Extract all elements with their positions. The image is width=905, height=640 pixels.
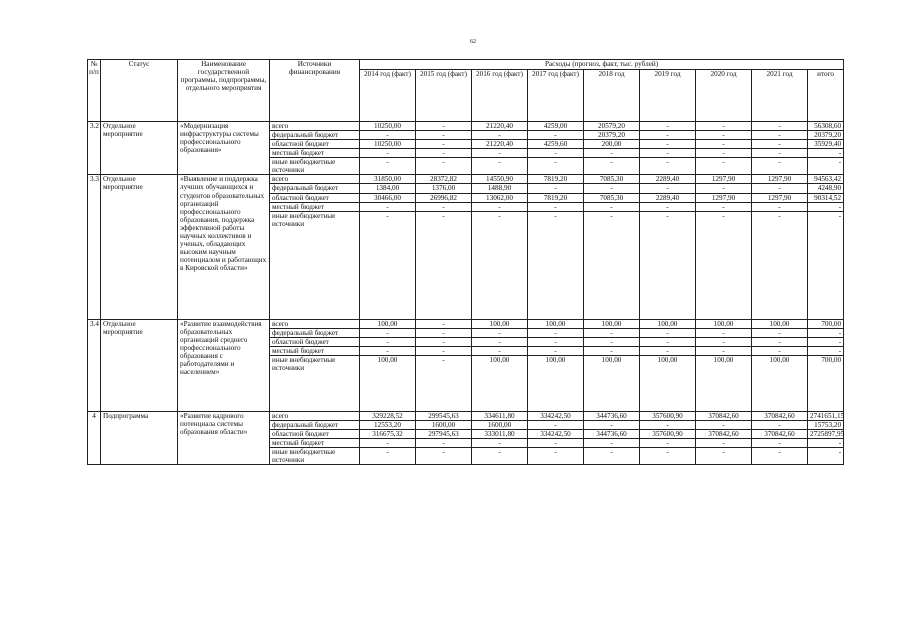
row-source: всего [270, 175, 360, 184]
row-num: 3.3 [88, 175, 101, 319]
row-value: - [360, 346, 416, 355]
row-value: - [416, 439, 472, 448]
row-value: - [696, 202, 752, 211]
row-value: - [808, 328, 844, 337]
row-value: - [696, 140, 752, 149]
row-value: 334242,50 [528, 430, 584, 439]
row-value: 20379,20 [584, 131, 640, 140]
row-value: - [416, 202, 472, 211]
row-value: - [752, 337, 808, 346]
row-value: - [360, 149, 416, 158]
row-value: - [584, 439, 640, 448]
row-value: - [752, 140, 808, 149]
row-value: - [416, 131, 472, 140]
row-value: - [360, 439, 416, 448]
row-value: - [752, 448, 808, 465]
row-value: - [472, 149, 528, 158]
row-value: - [584, 337, 640, 346]
header-year: 2021 год [752, 70, 808, 122]
expenses-table [87, 59, 844, 465]
row-value: - [360, 202, 416, 211]
header-sources: Источники финансирования [270, 60, 360, 122]
row-value: - [696, 448, 752, 465]
row-value: - [640, 122, 696, 131]
row-value: 30466,00 [360, 193, 416, 202]
row-value: - [584, 448, 640, 465]
row-num: 3.2 [88, 122, 101, 175]
row-name: «Выявление и поддержка лучших обучающихся и студентов образовательных организаций профессионального образования, поддержка эффективной работы научных коллективов и ученых, обладающих высоким научным потенциалом и работающих в Кировской области» [178, 175, 270, 319]
row-value: 2289,40 [640, 193, 696, 202]
row-value: - [640, 439, 696, 448]
row-value: 370842,60 [696, 411, 752, 420]
row-value: - [472, 211, 528, 319]
row-source: федеральный бюджет [270, 420, 360, 429]
row-name: «Модернизация инфраструктуры системы профессионального образования» [178, 122, 270, 175]
row-value: 20579,20 [584, 122, 640, 131]
row-value: - [584, 158, 640, 175]
row-value: - [416, 319, 472, 328]
row-value: - [808, 149, 844, 158]
row-value: - [528, 211, 584, 319]
row-value: - [808, 337, 844, 346]
row-value: 200,00 [584, 140, 640, 149]
row-value: - [752, 328, 808, 337]
row-value: - [528, 337, 584, 346]
row-value: 94563,42 [808, 175, 844, 184]
header-year: 2015 год (факт) [416, 70, 472, 122]
row-value: 1600,00 [416, 420, 472, 429]
row-value: - [528, 202, 584, 211]
row-value: 329228,52 [360, 411, 416, 420]
row-source: федеральный бюджет [270, 184, 360, 193]
row-value: 333011,80 [472, 430, 528, 439]
row-value: 370842,60 [752, 411, 808, 420]
row-value: - [640, 149, 696, 158]
row-value: 4248,90 [808, 184, 844, 193]
row-value: - [696, 346, 752, 355]
row-value: - [640, 211, 696, 319]
row-value: - [640, 202, 696, 211]
row-status: Отдельное мероприятие [101, 319, 178, 411]
row-status: Подпрограмма [101, 411, 178, 464]
row-source: областной бюджет [270, 140, 360, 149]
row-value: - [416, 337, 472, 346]
header-name: Наименование государственной программы, подпрограммы, отдельного мероприятия [178, 60, 270, 122]
row-value: 21220,40 [472, 122, 528, 131]
row-value: 299545,63 [416, 411, 472, 420]
row-value: - [416, 346, 472, 355]
row-value: 56308,60 [808, 122, 844, 131]
row-value: - [752, 202, 808, 211]
row-value: 1297,90 [696, 193, 752, 202]
row-value: 700,00 [808, 319, 844, 328]
row-value: - [416, 355, 472, 411]
row-source: федеральный бюджет [270, 131, 360, 140]
row-value: - [472, 346, 528, 355]
table-row [88, 175, 844, 184]
row-value: 15753,20 [808, 420, 844, 429]
row-value: 100,00 [472, 355, 528, 411]
row-value: - [528, 439, 584, 448]
row-value: - [696, 328, 752, 337]
row-value: - [808, 211, 844, 319]
row-value: - [416, 211, 472, 319]
row-value: 100,00 [472, 319, 528, 328]
row-value: 26996,82 [416, 193, 472, 202]
row-value: - [472, 448, 528, 465]
row-value: 100,00 [360, 319, 416, 328]
row-value: - [808, 158, 844, 175]
row-source: федеральный бюджет [270, 328, 360, 337]
row-num: 4 [88, 411, 101, 464]
row-value: - [640, 131, 696, 140]
row-value: - [752, 184, 808, 193]
row-value: 100,00 [360, 355, 416, 411]
row-value: - [416, 158, 472, 175]
row-value: 297945,63 [416, 430, 472, 439]
header-expenses: Расходы (прогноз, факт, тыс. рублей) [360, 60, 844, 70]
row-status: Отдельное мероприятие [101, 175, 178, 319]
row-value: 31850,00 [360, 175, 416, 184]
row-value: - [472, 439, 528, 448]
row-value: - [472, 202, 528, 211]
row-value: - [472, 131, 528, 140]
table-row [88, 319, 844, 328]
row-value: - [640, 346, 696, 355]
row-value: 20379,20 [808, 131, 844, 140]
row-value: - [360, 211, 416, 319]
row-value: 1488,90 [472, 184, 528, 193]
row-value: - [360, 328, 416, 337]
row-value: 357600,90 [640, 430, 696, 439]
row-value: 334242,50 [528, 411, 584, 420]
row-value: - [752, 420, 808, 429]
row-value: - [752, 122, 808, 131]
row-status: Отдельное мероприятие [101, 122, 178, 175]
row-source: всего [270, 319, 360, 328]
row-value: 100,00 [584, 355, 640, 411]
row-value: - [696, 337, 752, 346]
row-value: - [584, 202, 640, 211]
row-value: 357600,90 [640, 411, 696, 420]
row-source: иные внебюджетные источники [270, 355, 360, 411]
row-value: 370842,60 [696, 430, 752, 439]
row-value: - [416, 122, 472, 131]
row-value: 7085,30 [584, 175, 640, 184]
row-value: - [360, 158, 416, 175]
row-value: 100,00 [640, 355, 696, 411]
row-value: 1384,00 [360, 184, 416, 193]
row-value: - [640, 337, 696, 346]
row-value: - [640, 184, 696, 193]
row-value: - [696, 184, 752, 193]
row-value: - [696, 439, 752, 448]
row-value: 100,00 [528, 319, 584, 328]
header-year: 2016 год (факт) [472, 70, 528, 122]
page-number: 62 [470, 39, 476, 45]
row-value: - [808, 448, 844, 465]
row-value: - [416, 140, 472, 149]
row-value: - [360, 337, 416, 346]
table-row [88, 122, 844, 131]
row-value: 344736,60 [584, 430, 640, 439]
row-value: - [528, 448, 584, 465]
row-value: 28372,82 [416, 175, 472, 184]
row-value: 13062,00 [472, 193, 528, 202]
row-value: - [360, 131, 416, 140]
row-value: 1297,90 [752, 193, 808, 202]
row-value: 21220,40 [472, 140, 528, 149]
row-value: 1297,90 [752, 175, 808, 184]
row-value: - [528, 158, 584, 175]
row-value: 2289,40 [640, 175, 696, 184]
row-value: - [360, 448, 416, 465]
row-value: - [640, 328, 696, 337]
row-source: всего [270, 411, 360, 420]
row-value: - [696, 131, 752, 140]
row-value: - [416, 448, 472, 465]
row-value: - [808, 346, 844, 355]
row-num: 3.4 [88, 319, 101, 411]
row-value: - [696, 149, 752, 158]
row-value: 35929,40 [808, 140, 844, 149]
row-value: - [584, 420, 640, 429]
row-source: иные внебюджетные источники [270, 448, 360, 465]
row-value: 1297,90 [696, 175, 752, 184]
row-value: 10250,00 [360, 122, 416, 131]
header-year: 2019 год [640, 70, 696, 122]
row-value: 100,00 [752, 319, 808, 328]
row-source: всего [270, 122, 360, 131]
row-value: - [528, 131, 584, 140]
row-value: - [640, 140, 696, 149]
row-value: - [752, 211, 808, 319]
row-value: - [696, 211, 752, 319]
row-value: - [696, 122, 752, 131]
row-source: местный бюджет [270, 149, 360, 158]
row-value: - [752, 158, 808, 175]
row-value: - [584, 184, 640, 193]
row-value: - [528, 184, 584, 193]
row-value: - [584, 328, 640, 337]
row-value: - [640, 420, 696, 429]
row-value: - [640, 158, 696, 175]
row-value: 1376,00 [416, 184, 472, 193]
row-value: 7819,20 [528, 175, 584, 184]
row-value: 334611,80 [472, 411, 528, 420]
row-value: - [752, 131, 808, 140]
row-value: - [528, 328, 584, 337]
row-value: 100,00 [584, 319, 640, 328]
row-value: - [472, 337, 528, 346]
row-value: - [808, 439, 844, 448]
header-status: Статус [101, 60, 178, 122]
row-value: - [472, 158, 528, 175]
row-value: 370842,60 [752, 430, 808, 439]
header-year: 2017 год (факт) [528, 70, 584, 122]
row-value: 316675,32 [360, 430, 416, 439]
row-value: - [528, 346, 584, 355]
row-value: 4259,60 [528, 140, 584, 149]
row-value: 100,00 [696, 355, 752, 411]
row-value: - [696, 420, 752, 429]
row-value: - [472, 328, 528, 337]
row-value: 100,00 [528, 355, 584, 411]
row-source: иные внебюджетные источники [270, 158, 360, 175]
row-value: 700,00 [808, 355, 844, 411]
row-source: областной бюджет [270, 430, 360, 439]
row-value: - [584, 346, 640, 355]
row-value: - [752, 346, 808, 355]
row-value: - [584, 149, 640, 158]
header-year: 2020 год [696, 70, 752, 122]
row-value: 2725897,95 [808, 430, 844, 439]
row-value: - [696, 158, 752, 175]
row-name: «Развитие кадрового потенциала системы образования области» [178, 411, 270, 464]
row-value: - [752, 149, 808, 158]
row-value: - [416, 149, 472, 158]
row-value: 100,00 [696, 319, 752, 328]
row-source: иные внебюджетные источники [270, 211, 360, 319]
row-value: - [416, 328, 472, 337]
header-year: 2014 год (факт) [360, 70, 416, 122]
row-value: - [584, 211, 640, 319]
row-value: 2741651,15 [808, 411, 844, 420]
header-num: № п/п [88, 60, 101, 122]
row-value: 344736,60 [584, 411, 640, 420]
row-value: - [640, 448, 696, 465]
row-value: 10250,00 [360, 140, 416, 149]
row-source: местный бюджет [270, 346, 360, 355]
row-source: местный бюджет [270, 439, 360, 448]
row-source: областной бюджет [270, 337, 360, 346]
row-value: 100,00 [640, 319, 696, 328]
row-value: 4259,00 [528, 122, 584, 131]
row-value: 1600,00 [472, 420, 528, 429]
row-source: местный бюджет [270, 202, 360, 211]
row-value: 7085,30 [584, 193, 640, 202]
row-value: 90314,52 [808, 193, 844, 202]
header-year: итого [808, 70, 844, 122]
header-year: 2018 год [584, 70, 640, 122]
row-value: 12553,20 [360, 420, 416, 429]
row-value: - [752, 439, 808, 448]
row-value: 14550,90 [472, 175, 528, 184]
row-value: 7819,20 [528, 193, 584, 202]
row-value: - [808, 202, 844, 211]
row-value: - [528, 149, 584, 158]
row-value: - [528, 420, 584, 429]
row-source: областной бюджет [270, 193, 360, 202]
row-value: 100,00 [752, 355, 808, 411]
table-row [88, 411, 844, 420]
row-name: «Развитие взаимодействия образовательных организаций среднего профессионального образования с работодателями и населением» [178, 319, 270, 411]
